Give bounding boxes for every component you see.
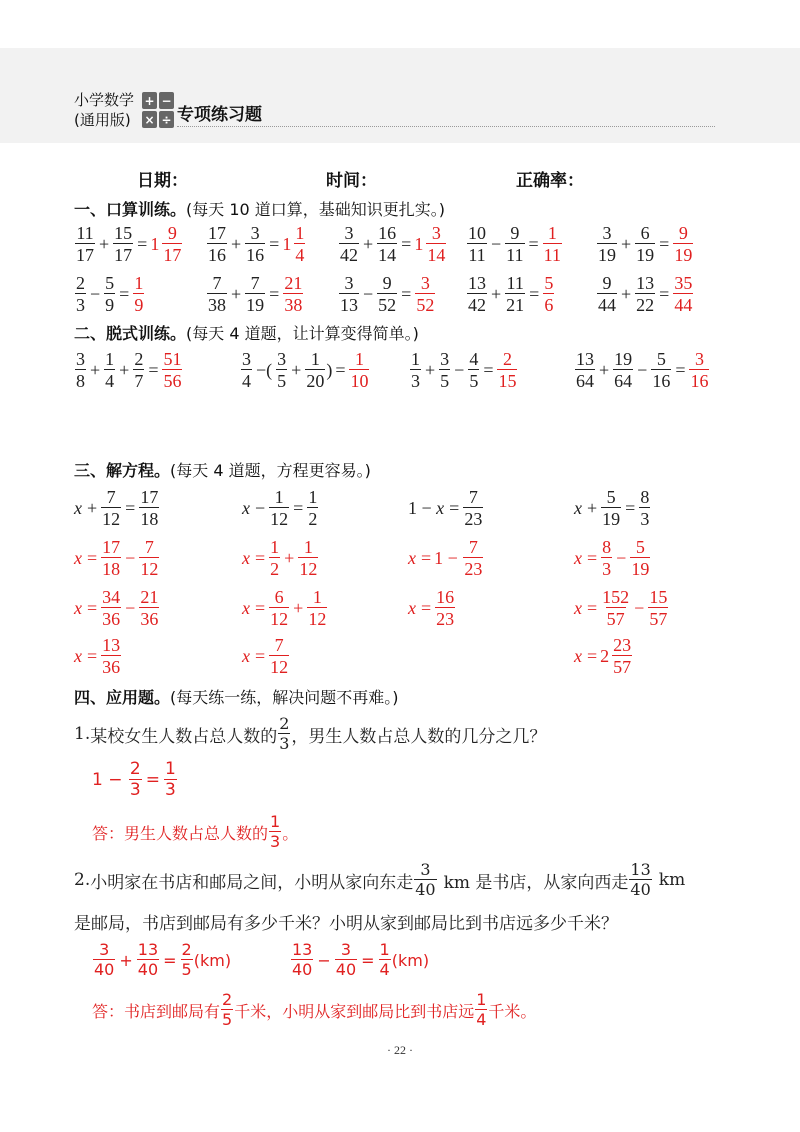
brand-line-2: (通用版) [74,111,131,129]
section-equation-title: 三、解方程。(每天 4 道题，方程更容易。) [74,461,371,480]
chain-item: 3 4 −( 3 5 + $\frac{1}{20}$ ) = $\frac{1}{10}$ [242,349,369,391]
equation-item: x + $\frac{7}{12}$ = $\frac{17}{18}$ [74,487,159,529]
chain-item: 13 64 + $\frac{19}{64}$ − $\frac{5}{16}$ = $\frac{3}{16}$ [576,349,709,391]
equation-step: x = $\frac{6}{12}$ + $\frac{1}{12}$ [242,587,327,629]
equation-step: x = 1 − $\frac{7}{23}$ [408,537,483,579]
accuracy-label: 正确率： [516,171,584,191]
equation-step: x = $\frac{152}{57}$ − $\frac{15}{57}$ [574,587,668,629]
oral-item: 3 13 − $\frac{9}{52}$ = $\frac{3}{52}$ [340,273,435,315]
equation-step: x = $\frac{8}{3}$ − $\frac{5}{19}$ [574,537,650,579]
equation-step: x = 2 23 57 [574,635,632,677]
date-label: 日期： [137,171,188,191]
chain-item: 3 8 + $\frac{1}{4}$ + $\frac{2}{7}$ = $\frac{51}{56}$ [76,349,182,391]
series-title: 专项练习题 [177,105,262,125]
oral-item: 3 19 + $\frac{6}{19}$ = $\frac{9}{19}$ [598,223,693,265]
time-label: 时间： [326,171,377,191]
brand-line-1: 小学数学 [74,91,135,109]
divide-icon: ÷ [159,111,174,128]
section-word-title: 四、应用题。(每天练一练，解决问题不再难。) [74,688,399,707]
equation-item: 1 − x = $\frac{7}{23}$ [408,487,483,529]
header-divider [177,126,715,127]
equation-step: x = $\frac{1}{2}$ + $\frac{1}{12}$ [242,537,318,579]
equation-step: x = $\frac{17}{18}$ − $\frac{7}{12}$ [74,537,159,579]
brand-label [74,90,134,130]
word-problem-2-calc-2: 13 40 − $\frac{3}{40}$ = $\frac{1}{4}$ (km) [292,940,430,979]
oral-item: 17 16 + $\frac{3}{16}$ = 1 1 4 [208,223,305,265]
minus-icon: − [159,92,174,109]
equation-item: x + $\frac{5}{19}$ = $\frac{8}{3}$ [574,487,650,529]
math-ops-logo [142,92,174,128]
oral-item: 3 42 + $\frac{16}{14}$ = 1 3 14 [340,223,446,265]
equation-step: x = $\frac{7}{12}$ [242,635,289,677]
equation-step: x = $\frac{13}{36}$ [74,635,121,677]
plus-icon: + [142,92,157,109]
word-problem-2: 2. 小明家在书店和邮局之间，小明从家向东走 3 40 km 是书店，从家向西走 13 40 km [74,860,686,899]
word-problem-1-calc: 1 − $\frac{2}{3}$ = $\frac{1}{3}$ [92,759,176,800]
page-number: · 22 · [387,1043,413,1057]
oral-item: 7 38 + $\frac{7}{19}$ = $\frac{21}{38}$ [208,273,303,315]
oral-item: 13 42 + $\frac{11}{21}$ = $\frac{5}{6}$ [468,273,554,315]
word-problem-2-answer: 答：书店到邮局有 2 5 千米，小明从家到邮局比到书店远 1 4 千米。 [92,990,537,1029]
word-problem-2-line-2: 是邮局，书店到邮局有多少千米？小明从家到邮局比到书店远多少千米？ [74,913,618,934]
equation-step: x = $\frac{16}{23}$ [408,587,455,629]
oral-item: 9 44 + $\frac{13}{22}$ = $\frac{35}{44}$ [598,273,693,315]
word-problem-1-answer: 答：男生人数占总人数的 1 3 。 [92,812,299,851]
word-problem-1: 1. 某校女生人数占总人数的 2 3 ，男生人数占总人数的几分之几？ [74,714,547,753]
oral-item: 2 3 − $\frac{5}{9}$ = $\frac{1}{9}$ [76,273,144,315]
equation-step: x = $\frac{34}{36}$ − $\frac{21}{36}$ [74,587,159,629]
word-problem-2-calc-1: 3 40 + $\frac{13}{40}$ = $\frac{2}{5}$ (km) [94,940,232,979]
oral-item: 11 17 + $\frac{15}{17}$ = 1 9 17 [76,223,182,265]
oral-item: 10 11 − $\frac{9}{11}$ = $\frac{1}{11}$ [468,223,561,265]
section-chain-title: 二、脱式训练。(每天 4 道题，让计算变得简单。) [74,324,419,343]
chain-item: 1 3 + $\frac{3}{5}$ − $\frac{4}{5}$ = $\frac{2}{15}$ [411,349,517,391]
equation-item: x − $\frac{1}{12}$ = $\frac{1}{2}$ [242,487,318,529]
section-oral-title: 一、口算训练。(每天 10 道口算，基础知识更扎实。) [74,200,446,219]
times-icon: × [142,111,157,128]
